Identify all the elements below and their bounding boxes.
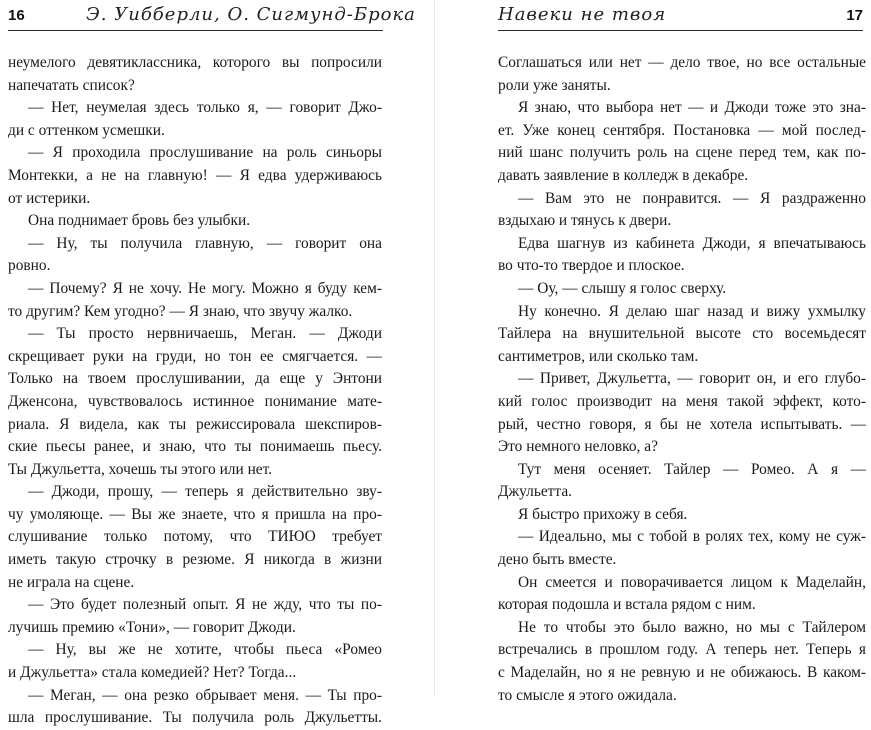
text-line: — Ну, ты получила главную, — говорит она <box>28 234 382 252</box>
text-line: риала. Я видела, как ты режиссировала шекспиров- <box>8 415 382 433</box>
text-line: роли уже заняты. <box>498 76 611 94</box>
text-line: — Ты просто нервничаешь, Меган. — Джоди <box>28 325 382 343</box>
text-line: то смысле я этого ожидала. <box>498 686 677 704</box>
text-line: встречались в прошлом году. А теперь нет. Теперь я <box>498 641 866 659</box>
text-line: — Джоди, прошу, — теперь я действительно зву- <box>28 483 382 501</box>
text-line: Не то чтобы это было важно, но мы с Тайлером <box>518 618 866 636</box>
text-line: и Джульетта» стала комедией? Нет? Тогда... <box>8 664 297 682</box>
text-line: Едва шагнув из кабинета Джоди, я впечатываюсь <box>518 234 866 252</box>
text-line: Тут меня осеняет. Тайлер — Ромео. А я — <box>518 460 866 478</box>
text-line: ний шанс получить роль на сцене перед тем, как по- <box>498 144 866 162</box>
text-line: иметь такую строчку в резюме. Я никогда в жизни <box>8 551 382 569</box>
text-line: — Меган, — она резко обрывает меня. — Ты про- <box>28 686 382 704</box>
text-line: шла прослушивание. Ты получила роль Джульетты. <box>8 709 382 727</box>
left-page-body <box>8 52 382 730</box>
text-line: Он смеется и поворачивается лицом к Маделайн, <box>518 573 866 591</box>
text-line: давать заявление в колледж в декабре. <box>498 166 749 184</box>
text-line: напечатать список? <box>8 76 135 94</box>
text-line: ет. Уже конец сентября. Постановка — мой послед- <box>498 121 866 139</box>
left-page-header <box>8 4 416 32</box>
left-page-number: 16 <box>8 7 25 24</box>
right-page-body <box>498 52 866 707</box>
text-line: с Маделайн, но я не ревную и не обижаюсь. В каком- <box>498 664 866 682</box>
text-line: — Я проходила прослушивание на роль синьоры <box>28 144 382 162</box>
text-line: во что-то твердое и плоское. <box>498 257 685 275</box>
left-running-head: Э. Уибберли, О. Сигмунд-Брока <box>86 4 416 25</box>
text-line: слушивание только потому, что ТИЮО требует <box>8 528 382 546</box>
text-line: лучишь премию «Тони», — говорит Джоди. <box>8 618 296 636</box>
right-running-head: Навеки не твоя <box>498 4 667 25</box>
text-line: Я знаю, что выбора нет — и Джоди тоже это зна- <box>518 99 866 117</box>
right-header-rule <box>498 30 863 31</box>
text-line: Джульетта. <box>498 483 572 501</box>
text-line: не играла на сцене. <box>8 573 135 591</box>
text-line: от истерики. <box>8 189 91 207</box>
text-line: — Почему? Я не хочу. Не могу. Можно я буду кем- <box>28 279 382 297</box>
text-line: — Оу, — слышу я голос сверху. <box>518 279 727 297</box>
text-line: ровно. <box>8 257 51 275</box>
text-line: дено быть вместе. <box>498 551 617 569</box>
text-line: Дженсона, чувствовалось истинное понимание мате- <box>8 392 382 410</box>
text-line: Она поднимает бровь без улыбки. <box>28 212 251 230</box>
text-line: скрещивает руки на груди, но тон ее смягчается. — <box>8 347 382 365</box>
right-page-header <box>498 6 863 32</box>
book-gutter <box>434 0 435 695</box>
right-page <box>436 0 871 704</box>
text-line: вздыхаю и тянусь к двери. <box>498 212 672 230</box>
text-line: ди с оттенком усмешки. <box>8 121 165 139</box>
text-line: неумелого девятиклассника, которого вы попросили <box>8 54 382 71</box>
text-line: Ты Джульетта, хочешь ты этого или нет. <box>8 460 273 478</box>
text-line: Это немного неловко, а? <box>498 438 658 456</box>
text-line: — Вам это не понравится. — Я раздраженно <box>518 189 866 207</box>
text-line: ские пьесы ранее, и знаю, что ты понимаешь пьесу. <box>8 438 382 456</box>
text-line: — Нет, неумелая здесь только я, — говорит Джо- <box>28 99 382 117</box>
text-line: сантиметров, или сколько там. <box>498 347 699 365</box>
text-line: то другим? Кем угодно? — Я знаю, что звучу жалко. <box>8 302 353 320</box>
text-line: кий голос производит на меня такой эффект, кото- <box>498 392 866 410</box>
left-header-rule <box>8 30 383 31</box>
text-line: рый, честно говоря, я бы не хотела испытывать. — <box>498 415 866 433</box>
text-line: чу умоляюще. — Вы же знаете, что я пришла на про- <box>8 505 382 523</box>
text-line: Тайлера на внушительной высоте сто восемьдесят <box>498 325 866 343</box>
left-page <box>0 0 435 727</box>
text-line: Ну конечно. Я делаю шаг назад и вижу ухмылку <box>518 302 866 320</box>
text-line: — Ну, вы же не хотите, чтобы пьеса «Ромео <box>28 641 382 659</box>
text-line: Я быстро прихожу в себя. <box>518 505 688 523</box>
text-line: — Привет, Джульетта, — говорит он, и его глубо- <box>518 370 866 388</box>
right-page-number: 17 <box>846 7 863 24</box>
text-line: Соглашаться или нет — дело твое, но все остальные <box>498 54 866 71</box>
text-line: Только на твоем прослушивании, да еще у Энтони <box>8 370 382 388</box>
text-line: которая подошла и встала рядом с ним. <box>498 596 756 614</box>
text-line: — Это будет полезный опыт. Я не жду, что ты по- <box>28 596 382 614</box>
text-line: — Идеально, мы с тобой в ролях тех, кому не суж- <box>518 528 866 546</box>
text-line: Монтекки, а не на главную! — Я едва удерживаюсь <box>8 166 382 184</box>
